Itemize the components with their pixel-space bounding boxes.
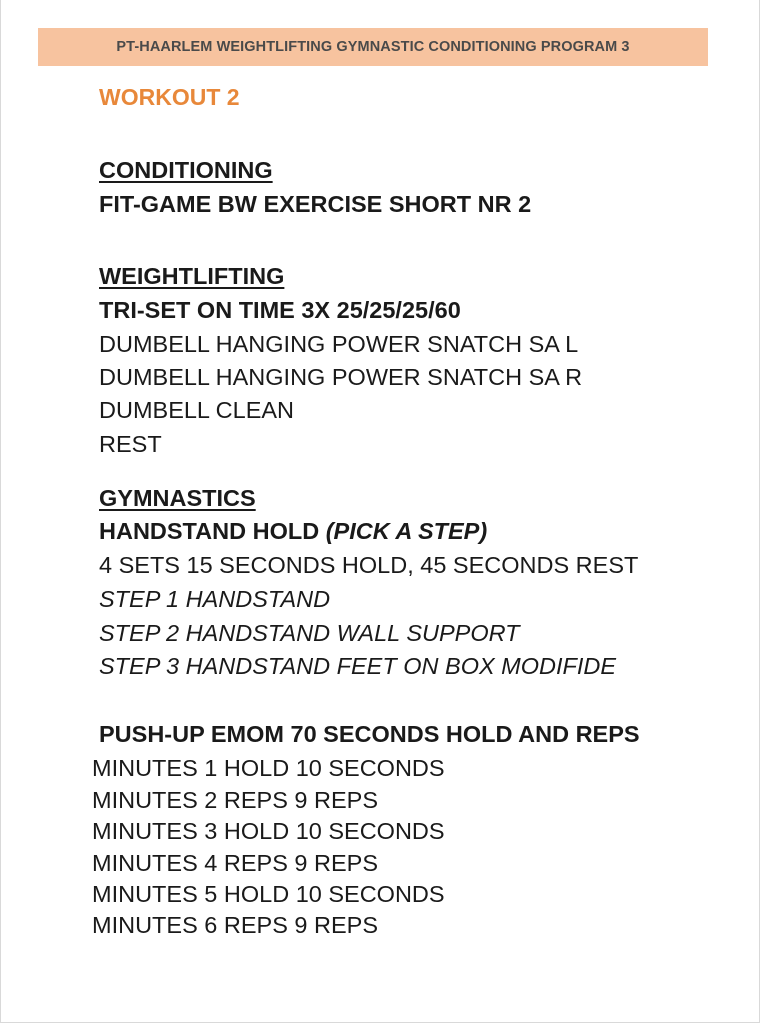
gymnastics-exercise-note: (PICK A STEP) (325, 518, 488, 544)
pushup-minute: MINUTES 1 HOLD 10 SECONDS (92, 755, 445, 781)
pushup-minute: MINUTES 3 HOLD 10 SECONDS (92, 818, 445, 844)
pushup-minute: MINUTES 2 REPS 9 REPS (92, 787, 378, 813)
weightlifting-item: DUMBELL CLEAN (99, 397, 295, 423)
gymnastics-exercise (99, 516, 487, 546)
gymnastics-step: STEP 2 HANDSTAND WALL SUPPORT (99, 620, 520, 646)
gymnastics-step: STEP 1 HANDSTAND (99, 586, 331, 612)
weightlifting-scheme: TRI-SET ON TIME 3X 25/25/25/60 (99, 297, 461, 323)
gymnastics-step: STEP 3 HANDSTAND FEET ON BOX MODIFIDE (99, 653, 617, 679)
weightlifting-item: REST (99, 431, 162, 457)
weightlifting-heading: WEIGHTLIFTING (99, 263, 285, 289)
pushup-minute: MINUTES 5 HOLD 10 SECONDS (92, 881, 445, 907)
program-title: PT-HAARLEM WEIGHTLIFTING GYMNASTIC CONDITIONING PROGRAM 3 (116, 39, 630, 55)
gymnastics-exercise-name: HANDSTAND HOLD (99, 518, 320, 544)
pushup-heading: PUSH-UP EMOM 70 SECONDS HOLD AND REPS (99, 721, 640, 747)
pushup-minute: MINUTES 6 REPS 9 REPS (92, 912, 378, 938)
conditioning-heading: CONDITIONING (99, 157, 273, 183)
weightlifting-item: DUMBELL HANGING POWER SNATCH SA R (99, 364, 583, 390)
weightlifting-item: DUMBELL HANGING POWER SNATCH SA L (99, 331, 579, 357)
workout-title: WORKOUT 2 (99, 84, 240, 110)
pushup-minute: MINUTES 4 REPS 9 REPS (92, 850, 378, 876)
gymnastics-heading: GYMNASTICS (99, 485, 256, 511)
program-header-bar (38, 28, 708, 66)
conditioning-exercise: FIT-GAME BW EXERCISE SHORT NR 2 (99, 191, 532, 217)
gymnastics-sets: 4 SETS 15 SECONDS HOLD, 45 SECONDS REST (99, 552, 639, 578)
